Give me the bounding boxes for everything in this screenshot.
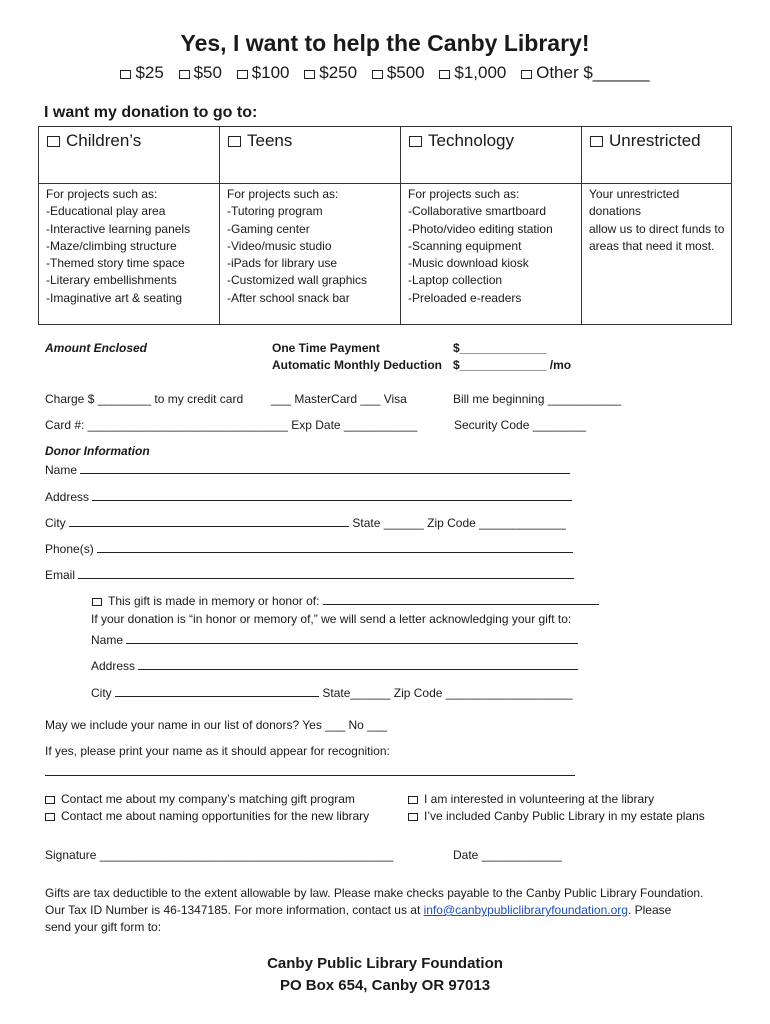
tax-notice-line3: send your gift form to:: [45, 920, 162, 934]
donor-city-input[interactable]: [69, 514, 349, 527]
list-item: -Interactive learning panels: [46, 221, 191, 236]
amount-option-25[interactable]: $25: [120, 63, 163, 82]
fund-unrestricted[interactable]: Unrestricted: [582, 127, 732, 184]
fund-intro: For projects such as:: [46, 187, 158, 201]
memory-city-row: [91, 684, 573, 700]
list-item: -Video/music studio: [227, 238, 332, 253]
list-item: -Preloaded e-readers: [408, 290, 522, 305]
option-matching-gift[interactable]: Contact me about my company’s matching gift program: [45, 792, 355, 806]
donor-email-input[interactable]: [78, 566, 574, 579]
one-time-payment-label: One Time Payment: [272, 341, 380, 355]
checkbox-icon[interactable]: [409, 136, 422, 147]
amount-option-1000[interactable]: $1,000: [439, 63, 506, 82]
donor-name-input[interactable]: [80, 461, 570, 474]
checkbox-icon[interactable]: [45, 796, 55, 804]
list-item: areas that need it most.: [589, 238, 715, 253]
recognition-question[interactable]: May we include your name in our list of donors? Yes ___ No ___: [45, 718, 388, 732]
checkbox-icon[interactable]: [304, 70, 315, 79]
memory-name-label: Name: [91, 633, 124, 647]
list-item: -Imaginative art & seating: [46, 290, 183, 305]
card-number-field[interactable]: Card #: ______________________________ Exp Date ___________: [45, 418, 418, 432]
donor-city-label: City: [45, 516, 66, 530]
recognition-name-input[interactable]: [45, 763, 575, 776]
donor-phone-label: Phone(s): [45, 542, 94, 556]
donor-email-row: [45, 566, 574, 582]
donor-name-row: [45, 461, 570, 477]
charge-amount-field[interactable]: Charge $ ________ to my credit card: [45, 392, 244, 406]
list-item: -iPads for library use: [227, 256, 338, 271]
list-item: allow us to direct funds to: [589, 221, 725, 236]
checkbox-icon[interactable]: [439, 70, 450, 79]
fund-description: [582, 184, 732, 325]
amount-option-other[interactable]: Other $______: [521, 63, 649, 82]
form-title: Yes, I want to help the Canby Library!: [180, 30, 590, 56]
tax-notice-line1: Gifts are tax deductible to the extent allowable by law. Please make checks payable to the Canby Public Library Foundation.: [45, 886, 704, 900]
donor-address-input[interactable]: [92, 488, 572, 501]
memory-name-row: [91, 631, 578, 647]
amount-enclosed-label: Amount Enclosed: [45, 341, 148, 355]
bill-me-field[interactable]: Bill me beginning ___________: [453, 392, 622, 406]
donor-phone-input[interactable]: [97, 540, 573, 553]
one-time-payment-field[interactable]: $_____________: [453, 341, 547, 355]
list-item: -Tutoring program: [227, 204, 323, 219]
amount-option-500[interactable]: $500: [372, 63, 425, 82]
donor-zip-field[interactable]: Zip Code _____________: [427, 516, 566, 530]
memory-state-field[interactable]: State______: [322, 686, 391, 700]
list-item: -Collaborative smartboard: [408, 204, 547, 219]
fund-intro: Your unrestricted donations: [589, 187, 680, 219]
list-item: -Photo/video editing station: [408, 221, 553, 236]
donor-name-label: Name: [45, 463, 78, 477]
checkbox-icon[interactable]: [228, 136, 241, 147]
list-item: -Music download kiosk: [408, 256, 529, 271]
donor-city-row: [45, 514, 566, 530]
memory-gift-label: This gift is made in memory or honor of:: [108, 594, 320, 608]
fund-table: [38, 126, 732, 325]
checkbox-icon[interactable]: [45, 813, 55, 821]
memory-gift-row: [92, 592, 599, 608]
checkbox-icon[interactable]: [179, 70, 190, 79]
checkbox-icon[interactable]: [237, 70, 248, 79]
list-item: -Customized wall graphics: [227, 273, 368, 288]
checkbox-icon[interactable]: [408, 796, 418, 804]
checkbox-icon[interactable]: [120, 70, 131, 79]
card-type-field[interactable]: ___ MasterCard ___ Visa: [271, 392, 407, 406]
checkbox-icon[interactable]: [92, 598, 102, 606]
donor-address-row: [45, 488, 572, 504]
memory-address-input[interactable]: [138, 657, 578, 670]
checkbox-icon[interactable]: [590, 136, 603, 147]
foundation-address: PO Box 654, Canby OR 97013: [279, 977, 491, 994]
list-item: -Scanning equipment: [408, 238, 522, 253]
signature-field[interactable]: Signature ____________________________________________: [45, 848, 394, 862]
memory-address-label: Address: [91, 659, 136, 673]
option-volunteering[interactable]: I am interested in volunteering at the library: [408, 792, 654, 806]
memory-name-input[interactable]: [126, 631, 578, 644]
memory-city-label: City: [91, 686, 112, 700]
amount-option-250[interactable]: $250: [304, 63, 357, 82]
fund-intro: For projects such as:: [408, 187, 520, 201]
list-item: -Gaming center: [227, 221, 310, 236]
fund-description: [401, 184, 582, 325]
donor-phone-row: [45, 540, 573, 556]
donor-state-field[interactable]: State ______: [352, 516, 424, 530]
amount-option-100[interactable]: $100: [237, 63, 290, 82]
list-item: -Literary embellishments: [46, 273, 177, 288]
contact-email-link[interactable]: info@canbypubliclibraryfoundation.org: [423, 903, 628, 917]
list-item: -Maze/climbing structure: [46, 238, 177, 253]
amount-options: [0, 63, 770, 83]
memory-city-input[interactable]: [115, 684, 319, 697]
fund-description: [220, 184, 401, 325]
monthly-deduction-field[interactable]: $_____________ /mo: [453, 358, 572, 372]
memory-gift-input[interactable]: [323, 592, 599, 605]
monthly-deduction-label: Automatic Monthly Deduction: [272, 358, 442, 372]
security-code-field[interactable]: Security Code ________: [454, 418, 587, 432]
fund-intro: For projects such as:: [227, 187, 339, 201]
fund-technology[interactable]: Technology: [401, 127, 582, 184]
list-item: -Educational play area: [46, 204, 166, 219]
memory-zip-field[interactable]: Zip Code ___________________: [393, 686, 573, 700]
memory-address-row: [91, 657, 578, 673]
fund-description: [39, 184, 220, 325]
checkbox-icon[interactable]: [521, 70, 532, 79]
donor-address-label: Address: [45, 490, 90, 504]
option-naming-opportunities[interactable]: Contact me about naming opportunities for the new library: [45, 809, 369, 823]
donor-info-heading: Donor Information: [45, 444, 150, 458]
list-item: -After school snack bar: [227, 290, 350, 305]
date-field[interactable]: Date ____________: [453, 848, 562, 862]
amount-option-50[interactable]: $50: [179, 63, 222, 82]
option-estate-plans[interactable]: I’ve included Canby Public Library in my estate plans: [408, 809, 705, 823]
list-item: -Themed story time space: [46, 256, 185, 271]
checkbox-icon[interactable]: [372, 70, 383, 79]
checkbox-icon[interactable]: [408, 813, 418, 821]
checkbox-icon[interactable]: [47, 136, 60, 147]
foundation-name: Canby Public Library Foundation: [267, 955, 503, 972]
list-item: -Laptop collection: [408, 273, 503, 288]
fund-teens[interactable]: Teens: [220, 127, 401, 184]
fund-childrens[interactable]: Children’s: [39, 127, 220, 184]
memory-notice: If your donation is “in honor or memory of,” we will send a letter acknowledging your gift to:: [91, 612, 572, 626]
recognition-print-label: If yes, please print your name as it should appear for recognition:: [45, 744, 390, 758]
donation-heading: I want my donation to go to:: [44, 104, 258, 121]
tax-notice-line2: Our Tax ID Number is 46-1347185. For more information, contact us at info@canbypubliclibraryfoundation.org. Please: [45, 903, 672, 917]
donor-email-label: Email: [45, 568, 76, 582]
